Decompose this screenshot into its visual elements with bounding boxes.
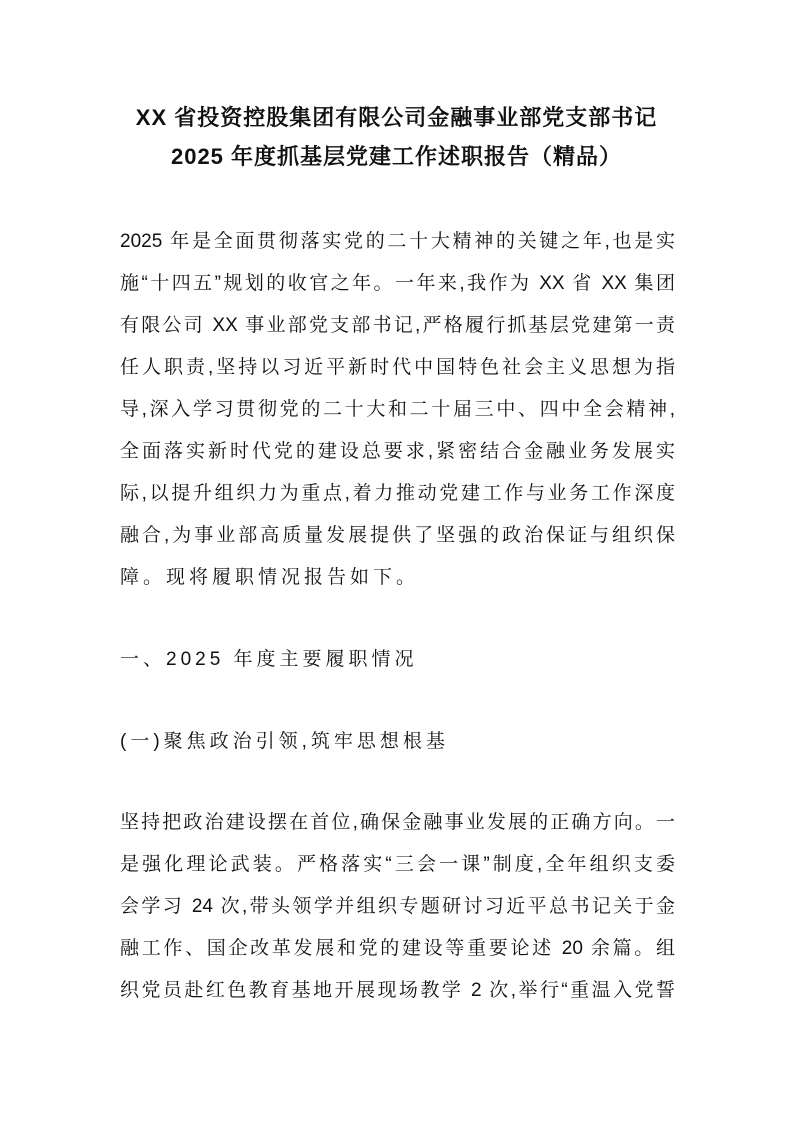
intro-line: 施“十四五”规划的收官之年。一年来,我作为 XX 省 XX 集团 (120, 273, 675, 294)
document-title-line-2: 2025 年度抓基层党建工作述职报告（精品） (170, 144, 623, 169)
intro-line: 障。现将履职情况报告如下。 (120, 567, 420, 588)
body-line: 是强化理论武装。严格落实“三会一课”制度,全年组织支委 (120, 854, 675, 875)
body-line: 融工作、国企改革发展和党的建设等重要论述 20 余篇。组 (120, 938, 675, 959)
subsection-heading: (一)聚焦政治引领,筑牢思想根基 (120, 731, 449, 752)
body-line: 坚持把政治建设摆在首位,确保金融事业发展的正确方向。一 (120, 812, 675, 833)
section-heading: 一、2025 年度主要履职情况 (120, 649, 418, 670)
body-line: 会学习 24 次,带头领学并组织专题研讨习近平总书记关于金 (120, 896, 675, 917)
intro-line: 导,深入学习贯彻党的二十大和二十届三中、四中全会精神, (120, 399, 675, 420)
intro-line: 任人职责,坚持以习近平新时代中国特色社会主义思想为指 (120, 357, 675, 378)
intro-line: 有限公司 XX 事业部党支部书记,严格履行抓基层党建第一责 (120, 315, 675, 336)
intro-line: 2025 年是全面贯彻落实党的二十大精神的关键之年,也是实 (120, 231, 675, 252)
intro-line: 际,以提升组织力为重点,着力推动党建工作与业务工作深度 (120, 483, 675, 504)
intro-line: 融合,为事业部高质量发展提供了坚强的政治保证与组织保 (120, 525, 675, 546)
body-line: 织党员赴红色教育基地开展现场教学 2 次,举行“重温入党誓 (120, 980, 675, 1001)
intro-line: 全面落实新时代党的建设总要求,紧密结合金融业务发展实 (120, 441, 675, 462)
document-title-line-1: XX 省投资控股集团有限公司金融事业部党支部书记 (135, 105, 658, 130)
